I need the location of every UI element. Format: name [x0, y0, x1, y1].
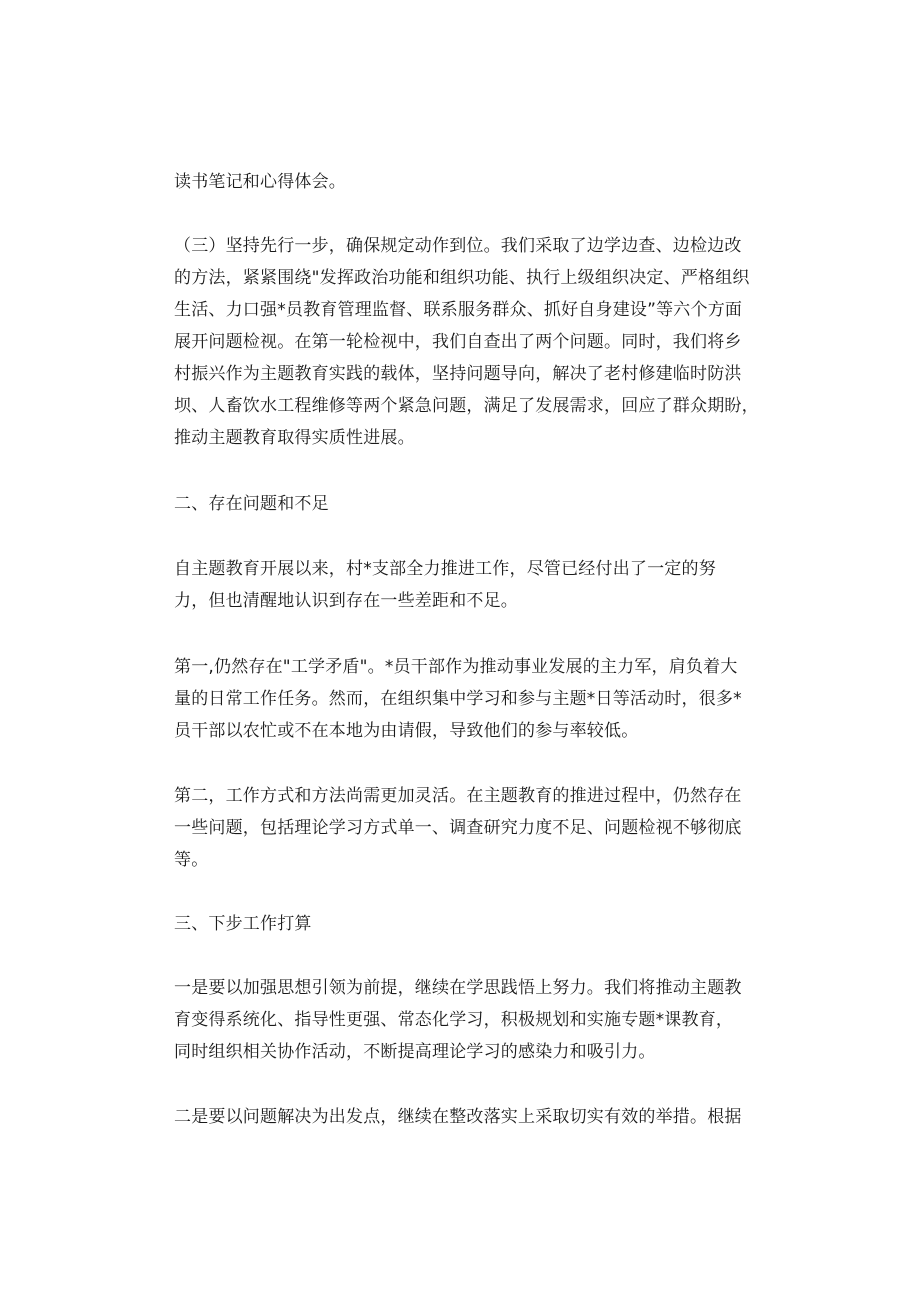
text-line: 二是要以问题解决为出发点，继续在整改落实上采取切实有效的举措。根据	[174, 1107, 742, 1127]
text-line: 第二，工作方式和方法尚需更加灵活。在主题教育的推进过程中，仍然存在	[174, 786, 742, 806]
text-line: 村振兴作为主题教育实践的载体，坚持问题导向，解决了老村修建临时防洪	[174, 364, 742, 384]
text-line: 育变得系统化、指导性更强、常态化学习，积极规划和实施专题*课教育，	[174, 1010, 734, 1030]
text-line: （三）坚持先行一步，确保规定动作到位。我们采取了边学边查、边检边改	[174, 236, 742, 256]
text-line: 自主题教育开展以来，村*支部全力推进工作，尽管已经付出了一定的努	[174, 559, 716, 579]
text-line: 一些问题，包括理论学习方式单一、调查研究力度不足、问题检视不够彻底	[174, 818, 742, 838]
text-line: 生活、力口强*员教育管理监督、联系服务群众、抓好自身建设”等六个方面	[174, 300, 743, 320]
text-line: 一是要以加强思想引领为前提，继续在学思践悟上努力。我们将推动主题教	[174, 978, 742, 998]
text-line: 等。	[174, 850, 209, 870]
text-line: 员干部以农忙或不在本地为由请假，导致他们的参与率较低。	[174, 721, 639, 741]
text-line: 同时组织相关协作活动，不断提高理论学习的感染力和吸引力。	[174, 1042, 656, 1062]
text-line: 推动主题教育取得实质性进展。	[174, 428, 415, 448]
text-line: 坝、人畜饮水工程维修等两个紧急问题，满足了发展需求，回应了群众期盼，	[174, 396, 759, 416]
section-heading: 二、存在问题和不足	[174, 494, 329, 514]
section-heading: 三、下步工作打算	[174, 914, 312, 934]
text-line: 的方法，紧紧围绕"发挥政治功能和组织功能、执行上级组织决定、严格组织	[174, 268, 750, 288]
text-line: 力，但也清醒地认识到存在一些差距和不足。	[174, 591, 518, 611]
text-line: 量的日常工作任务。然而，在组织集中学习和参与主题*日等活动时，很多*	[174, 689, 742, 709]
text-line: 第一,仍然存在"工学矛盾"。*员干部作为推动事业发展的主力军，肩负着大	[174, 657, 738, 677]
text-line: 读书笔记和心得体会。	[174, 172, 346, 192]
text-line: 展开问题检视。在第一轮检视中，我们自查出了两个问题。同时，我们将乡	[174, 332, 742, 352]
